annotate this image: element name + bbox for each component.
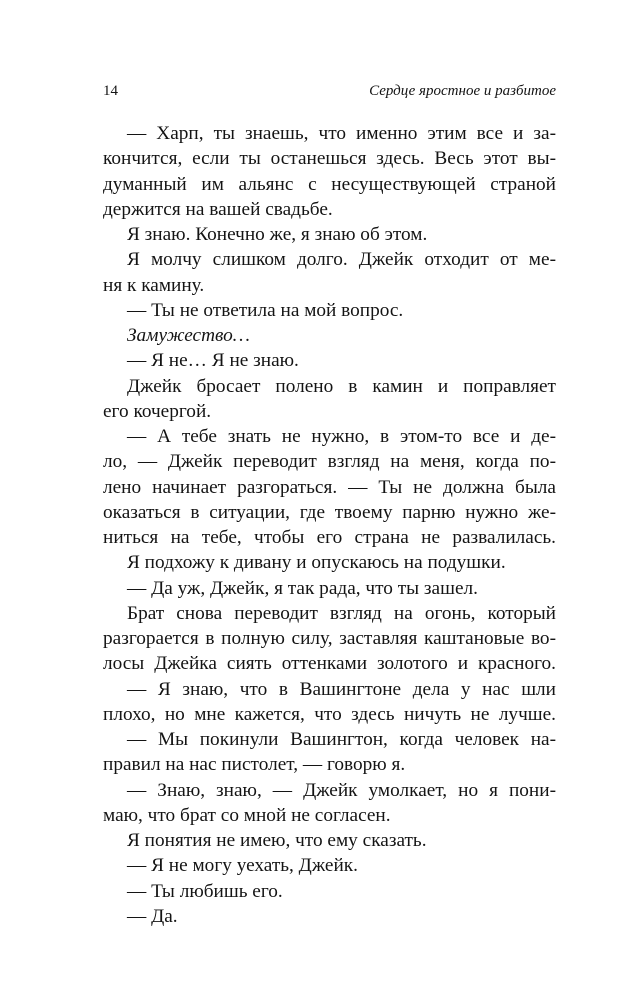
text-line: думанный им альянс с несуществующей страной xyxy=(103,173,556,195)
text-line: Я подхожу к дивану и опускаюсь на подушки. xyxy=(127,552,506,574)
text-line: маю, что брат со мной не согласен. xyxy=(103,804,391,826)
text-line: Я понятия не имею, что ему сказать. xyxy=(127,830,427,851)
text-line: правил на нас пистолет, — говорю я. xyxy=(103,754,406,776)
text-line: лено начинает разгораться. — Ты не должна была xyxy=(103,476,556,498)
text-line: — Я не… Я не знаю. xyxy=(127,350,299,372)
text-line: — Да уж, Джейк, я так рада, что ты зашел. xyxy=(127,577,478,599)
text-line: Замужество… xyxy=(127,325,250,346)
text-line: — Ты не ответила на мой вопрос. xyxy=(127,299,404,321)
text-line: — Я знаю, что в Вашингтоне дела у нас шли xyxy=(127,678,556,700)
text-line: — Ты любишь его. xyxy=(127,880,283,902)
text-line: Я знаю. Конечно же, я знаю об этом. xyxy=(127,224,428,245)
page-number: 14 xyxy=(103,83,118,99)
text-line: кончится, если ты останешься здесь. Весь этот вы- xyxy=(103,148,556,170)
text-line: его кочергой. xyxy=(103,400,212,422)
text-line: разгорается в полную силу, заставляя каштановые во- xyxy=(103,628,556,649)
text-line: ня к камину. xyxy=(103,274,205,296)
text-line: ло, — Джейк переводит взгляд на меня, когда по- xyxy=(103,451,556,473)
text-line: — Я не могу уехать, Джейк. xyxy=(127,855,358,877)
text-line: оказаться в ситуации, где твоему парню нужно же- xyxy=(103,501,556,523)
text-line: лосы Джейка сиять оттенками золотого и красного. xyxy=(103,653,556,675)
book-title: Сердце яростное и разбитое xyxy=(369,83,556,99)
text-line: — Мы покинули Вашингтон, когда человек на- xyxy=(127,729,556,750)
text-line: ниться на тебе, чтобы его страна не развалилась. xyxy=(103,527,556,548)
body-text xyxy=(103,121,556,929)
text-line: — Знаю, знаю, — Джейк умолкает, но я пони- xyxy=(127,779,556,801)
text-line: Я молчу слишком долго. Джейк отходит от ме- xyxy=(127,249,556,271)
running-head xyxy=(103,80,556,102)
text-line: — Да. xyxy=(127,905,178,927)
text-line: Брат снова переводит взгляд на огонь, который xyxy=(127,602,556,624)
text-line: — А тебе знать не нужно, в этом-то все и де- xyxy=(127,426,556,447)
text-line: — Харп, ты знаешь, что именно этим все и за- xyxy=(127,123,556,144)
text-line: держится на вашей свадьбе. xyxy=(103,198,333,220)
text-line: плохо, но мне кажется, что здесь ничуть не лучше. xyxy=(103,703,556,725)
text-line: Джейк бросает полено в камин и поправляет xyxy=(127,375,556,397)
